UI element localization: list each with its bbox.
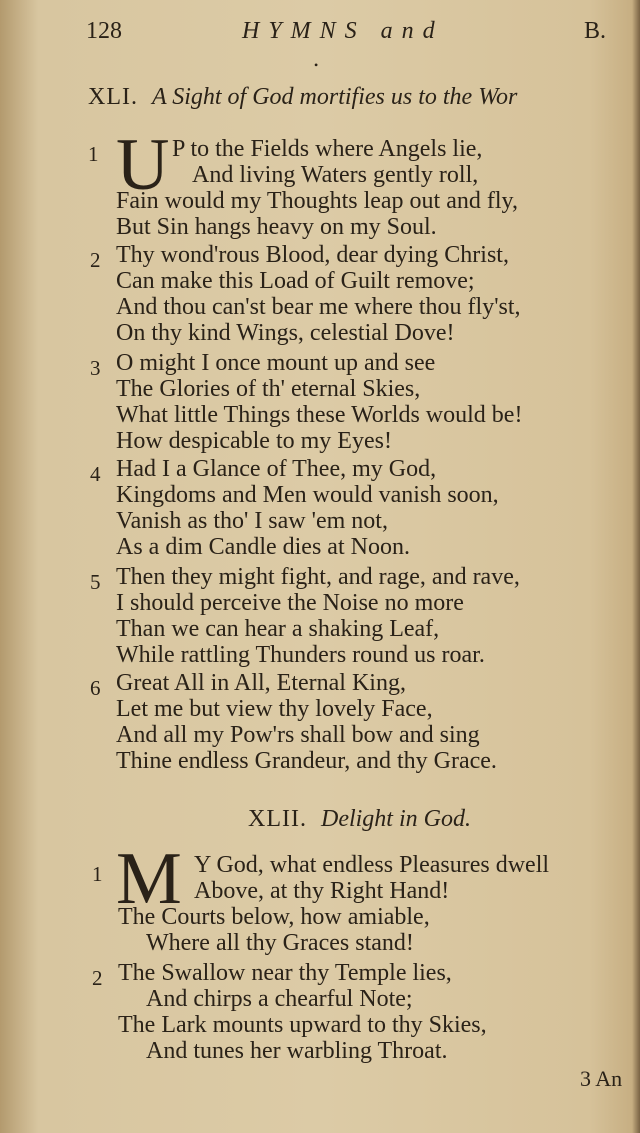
verse-line: The Lark mounts upward to thy Skies, [118,1012,487,1038]
verse-line: Where all thy Graces stand! [146,930,414,956]
verse-line: O might I once mount up and see [116,350,436,376]
verse-line: The Swallow near thy Temple lies, [118,960,452,986]
drop-cap: U [116,124,170,206]
ornament-dot: • [314,58,319,72]
verse-line: How despicable to my Eyes! [116,428,392,454]
hymn-41-number: XLI. [88,84,138,110]
verse-line: What little Things these Worlds would be! [116,402,523,428]
hymn-41-subject: A Sight of God mortifies us to the Wor [151,84,518,110]
verse-line: Great All in All, Eternal King, [116,670,406,696]
stanza-number: 5 [90,570,101,594]
verse-line: Thine endless Grandeur, and thy Grace. [116,748,497,774]
verse-line: I should perceive the Noise no more [116,590,464,616]
verse-line: But Sin hangs heavy on my Soul. [116,214,437,240]
verse-line: Than we can hear a shaking Leaf, [116,616,440,642]
page-header [0,18,640,52]
verse-line: Vanish as tho' I saw 'em not, [116,508,388,534]
running-head: HYMNS and [242,18,444,44]
signature-mark: B. [584,18,607,44]
verse-line: And all my Pow'rs shall bow and sing [116,722,480,748]
verse-line: Had I a Glance of Thee, my God, [116,456,437,482]
verse-line: On thy kind Wings, celestial Dove! [116,320,455,346]
verse-line: And living Waters gently roll, [192,162,479,188]
verse-line: And thou can'st bear me where thou fly'st, [116,294,521,320]
verse-line: And tunes her warbling Throat. [146,1038,448,1064]
drop-cap: M [116,838,182,920]
verse-line: Can make this Load of Guilt remove; [116,268,475,294]
verse-line: Let me but view thy lovely Face, [116,696,433,722]
hymn-42-subject: Delight in God. [320,806,471,832]
verse-line: Then they might fight, and rage, and rave, [116,564,520,590]
hymn-41-title [88,84,517,111]
verse-line: Above, at thy Right Hand! [194,878,450,904]
verse-line: While rattling Thunders round us roar. [116,642,485,668]
verse-line: And chirps a chearful Note; [146,986,413,1012]
stanza-number: 6 [90,676,101,700]
stanza-number: 2 [92,966,103,990]
hymn-42-title [248,806,471,833]
page-number: 128 [86,18,122,44]
verse-line: Kingdoms and Men would vanish soon, [116,482,499,508]
stanza-number: 4 [90,462,101,486]
page-edge-shadow [632,0,640,1133]
verse-line: P to the Fields where Angels lie, [172,136,483,162]
verse-line: As a dim Candle dies at Noon. [116,534,410,560]
hymn-42-number: XLII. [248,806,307,832]
verse-line: The Courts below, how amiable, [118,904,430,930]
stanza-number: 1 [92,862,103,886]
stanza-number: 3 [90,356,101,380]
verse-line: Y God, what endless Pleasures dwell [194,852,550,878]
stanza-number: 1 [88,142,99,166]
verse-line: Thy wond'rous Blood, dear dying Christ, [116,242,509,268]
verse-line: Fain would my Thoughts leap out and fly, [116,188,518,214]
verse-line: The Glories of th' eternal Skies, [116,376,421,402]
catchword: 3 An [580,1066,623,1091]
stanza-number: 2 [90,248,101,272]
